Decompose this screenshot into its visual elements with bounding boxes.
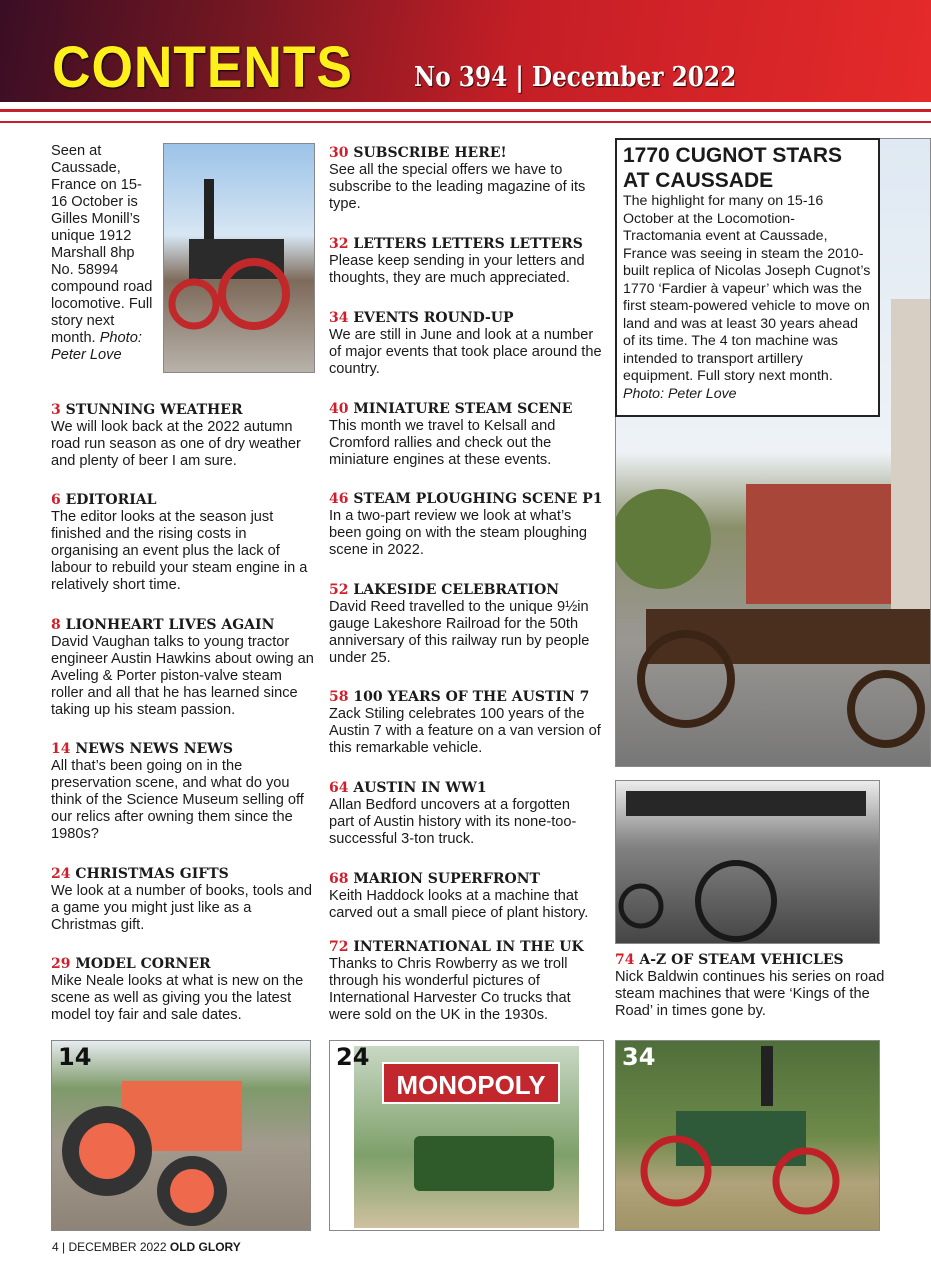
steam-wagon-illustration [616,781,880,944]
monopoly-box-illustration [354,1046,579,1228]
contents-entry[interactable]: 40 MINIATURE STEAM SCENE This month we travel to Kelsall and Cromford rallies and check out the miniature engines at these events. [329,401,573,468]
page-title: CONTENTS [52,35,353,100]
feature-title: 1770 CUGNOT STARS AT CAUSSADE [623,144,842,192]
contents-entry[interactable]: 46 STEAM PLOUGHING SCENE P1 In a two-part review we look at what’s been going on with the steam ploughing scene in 2022. [329,491,603,558]
contents-entry[interactable]: 52 LAKESIDE CELEBRATION David Reed travelled to the unique 9½in gauge Lakeshore Railroad for the 50th anniversary of this railway run by people under 25. [329,582,590,666]
monopoly-logo: MONOPOLY [382,1062,560,1104]
contents-entry[interactable]: 24 CHRISTMAS GIFTS We look at a number of books, tools and a game you might just like as a Christmas gift. [51,866,312,933]
header-banner [0,0,931,102]
traction-engine-illustration [616,1041,880,1231]
traction-engine-illustration [164,144,315,373]
contents-entry[interactable]: 14 NEWS NEWS NEWS All that’s been going on in the preservation scene, and what do you think of the Science Museum selling off our relics after owning them since the 1980s? [51,741,304,842]
contents-entry[interactable]: 72 INTERNATIONAL IN THE UK Thanks to Chris Rowberry as we troll through his wonderful pictures of International Harvester Co trucks that were sold on the UK in the 1930s. [329,939,584,1023]
monopoly-photo[interactable] [329,1040,604,1231]
contents-entry[interactable]: 64 AUSTIN IN WW1 Allan Bedford uncovers at a forgotten part of Austin history with its none-too-successful 3-ton truck. [329,780,577,847]
divider [0,121,931,123]
traction-engine-photo[interactable] [615,1040,880,1231]
feature-text: The highlight for many on 15-16 October at the Locomotion-Tractomania event at Caussade, France was seeing in steam the 2010-built replica of Nicolas Joseph Cugnot’s 1770 ‘Fardier à vapeur’ which was the first steam-powered vehicle to move on land and was at least 30 years ahead of its time. The 4 ton machine was intended to transport artillery equipment. Full story next month. Photo: Peter Love [623,193,871,402]
marshall-engine-photo [163,143,315,373]
contents-entry[interactable]: 34 EVENTS ROUND-UP We are still in June and look at a number of major events that took place around the country. [329,310,602,377]
locomotive-illustration [414,1136,554,1191]
contents-entry[interactable]: 32 LETTERS LETTERS LETTERS Please keep sending in your letters and thoughts, they are much appreciated. [329,236,585,286]
page-number-badge: 14 [58,1043,92,1071]
page-number-badge: 34 [622,1043,656,1071]
tractor-photo[interactable] [51,1040,311,1231]
lead-caption: Seen at Caussade, France on 15-16 October is Gilles Monill’s unique 1912 Marshall 8hp No. 58994 compound road locomotive. Full story next month. Photo: Peter Love [51,143,153,363]
contents-entry[interactable]: 30 SUBSCRIBE HERE! See all the special offers we have to subscribe to the leading magazine of its type. [329,145,586,212]
issue-label: No 394 | December 2022 [414,62,737,93]
page-number-badge: 24 [336,1043,370,1071]
contents-entry[interactable]: 29 MODEL CORNER Mike Neale looks at what is new on the scene as well as giving you the latest model toy fair and sale dates. [51,956,304,1023]
divider [0,109,931,112]
page-footer: 4 | DECEMBER 2022 OLD GLORY [52,1240,241,1254]
feature-box[interactable] [615,138,880,417]
contents-entry[interactable]: 6 EDITORIAL The editor looks at the season just finished and the rising costs in organising an event plus the lack of labour to rebuild your steam engine in a relatively short time. [51,492,308,593]
contents-entry[interactable]: 74 A-Z OF STEAM VEHICLES Nick Baldwin continues his series on road steam machines that were ‘Kings of the Road’ in times gone by. [615,952,885,1019]
contents-entry[interactable]: 58 100 YEARS OF THE AUSTIN 7 Zack Stiling celebrates 100 years of the Austin 7 with a feature on a van version of this remarkable vehicle. [329,689,601,756]
archive-steam-wagon-photo [615,780,880,944]
contents-entry[interactable]: 3 STUNNING WEATHER We will look back at the 2022 autumn road run season as one of dry weather and plenty of beer I am sure. [51,402,301,469]
contents-entry[interactable]: 68 MARION SUPERFRONT Keith Haddock looks at a machine that carved out a small piece of plant history. [329,871,589,921]
contents-entry[interactable]: 8 LIONHEART LIVES AGAIN David Vaughan talks to young tractor engineer Austin Hawkins about owing an Aveling & Porter piston-valve steam roller and all that he has learned since taking up his steam passion. [51,617,314,718]
